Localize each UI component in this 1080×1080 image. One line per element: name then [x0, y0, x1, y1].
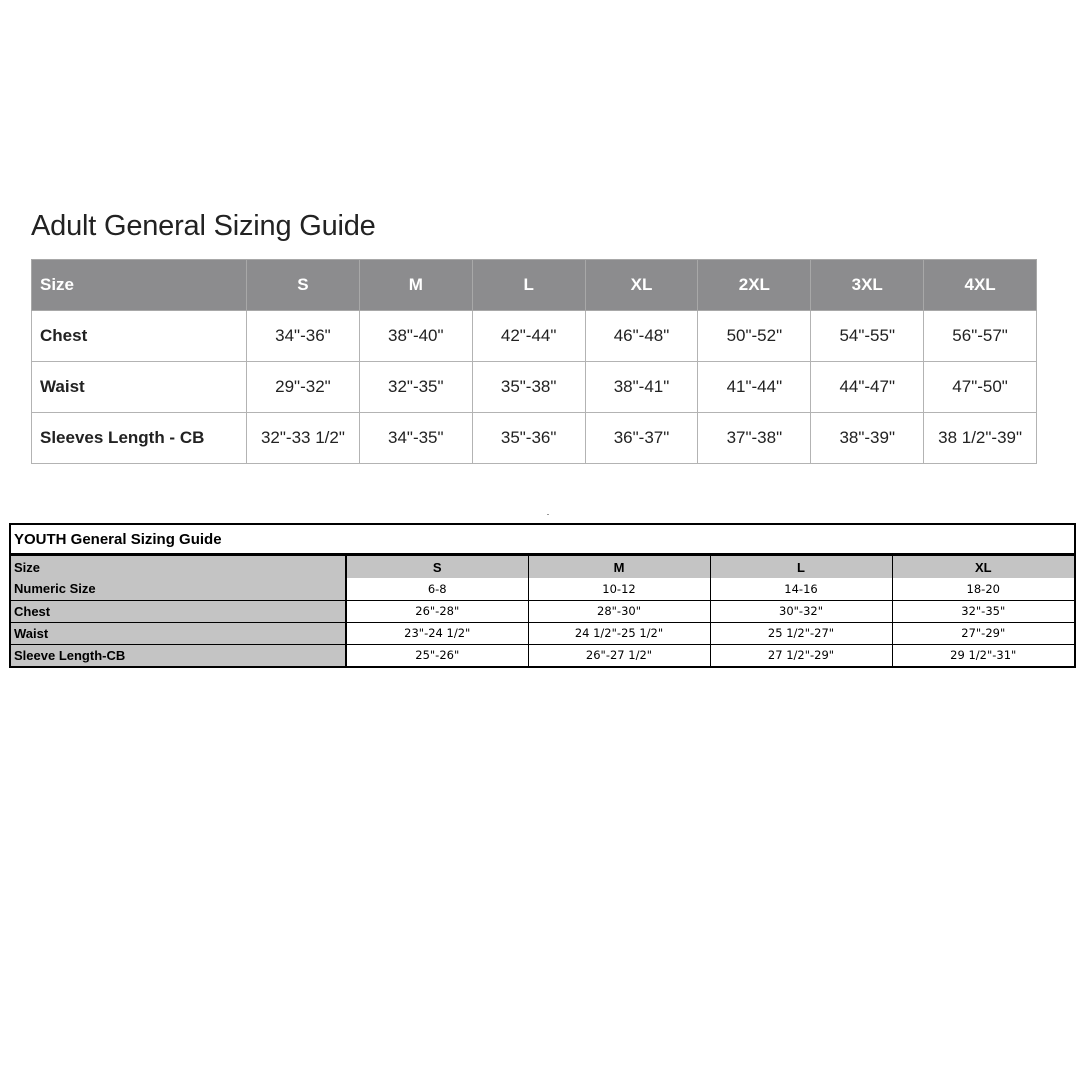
adult-header-l: L: [472, 260, 585, 311]
adult-header-size: Size: [32, 260, 247, 311]
youth-row-sleeve: [11, 644, 1074, 666]
adult-sizing-table: [31, 259, 1037, 464]
table-cell: 47"-50": [924, 362, 1037, 413]
row-label: Numeric Size: [11, 578, 346, 600]
row-label: Chest: [11, 600, 346, 622]
adult-header-row: [32, 260, 1037, 311]
table-cell: 54"-55": [811, 311, 924, 362]
table-cell: 41"-44": [698, 362, 811, 413]
row-label: Sleeve Length-CB: [11, 644, 346, 666]
table-cell: 42"-44": [472, 311, 585, 362]
row-label: Waist: [32, 362, 247, 413]
adult-row-sleeves: [32, 413, 1037, 464]
table-cell: 29 1/2"-31": [892, 644, 1074, 666]
table-cell: 10-12: [528, 578, 710, 600]
table-cell: 50"-52": [698, 311, 811, 362]
table-cell: 18-20: [892, 578, 1074, 600]
youth-header-l: L: [710, 556, 892, 578]
table-cell: 25 1/2"-27": [710, 622, 892, 644]
table-cell: 44"-47": [811, 362, 924, 413]
table-cell: 35"-38": [472, 362, 585, 413]
table-cell: 28"-30": [528, 600, 710, 622]
stray-dot: [547, 514, 549, 515]
youth-header-s: S: [346, 556, 528, 578]
table-cell: 25"-26": [346, 644, 528, 666]
table-cell: 27 1/2"-29": [710, 644, 892, 666]
table-cell: 34"-36": [247, 311, 360, 362]
table-cell: 36"-37": [585, 413, 698, 464]
youth-header-m: M: [528, 556, 710, 578]
table-cell: 38"-41": [585, 362, 698, 413]
table-cell: 27"-29": [892, 622, 1074, 644]
table-cell: 6-8: [346, 578, 528, 600]
row-label: Chest: [32, 311, 247, 362]
table-cell: 14-16: [710, 578, 892, 600]
adult-row-waist: [32, 362, 1037, 413]
adult-header-2xl: 2XL: [698, 260, 811, 311]
table-cell: 30"-32": [710, 600, 892, 622]
table-cell: 32"-33 1/2": [247, 413, 360, 464]
youth-header-size: Size: [11, 556, 346, 578]
table-cell: 46"-48": [585, 311, 698, 362]
table-cell: 26"-27 1/2": [528, 644, 710, 666]
adult-header-4xl: 4XL: [924, 260, 1037, 311]
table-cell: 38"-39": [811, 413, 924, 464]
row-label: Sleeves Length - CB: [32, 413, 247, 464]
youth-sizing-box: [9, 523, 1076, 668]
youth-row-waist: [11, 622, 1074, 644]
youth-header-xl: XL: [892, 556, 1074, 578]
adult-header-3xl: 3XL: [811, 260, 924, 311]
youth-sizing-table: [11, 556, 1074, 666]
adult-header-xl: XL: [585, 260, 698, 311]
youth-row-chest: [11, 600, 1074, 622]
youth-header-row: [11, 556, 1074, 578]
table-cell: 38 1/2"-39": [924, 413, 1037, 464]
adult-header-m: M: [359, 260, 472, 311]
table-cell: 23"-24 1/2": [346, 622, 528, 644]
table-cell: 29"-32": [247, 362, 360, 413]
adult-row-chest: [32, 311, 1037, 362]
table-cell: 38"-40": [359, 311, 472, 362]
adult-header-s: S: [247, 260, 360, 311]
youth-row-numeric: [11, 578, 1074, 600]
adult-sizing-title: Adult General Sizing Guide: [31, 210, 376, 242]
table-cell: 34"-35": [359, 413, 472, 464]
table-cell: 32"-35": [359, 362, 472, 413]
table-cell: 26"-28": [346, 600, 528, 622]
youth-sizing-title: YOUTH General Sizing Guide: [11, 525, 1074, 556]
table-cell: 37"-38": [698, 413, 811, 464]
table-cell: 32"-35": [892, 600, 1074, 622]
row-label: Waist: [11, 622, 346, 644]
table-cell: 35"-36": [472, 413, 585, 464]
table-cell: 24 1/2"-25 1/2": [528, 622, 710, 644]
table-cell: 56"-57": [924, 311, 1037, 362]
